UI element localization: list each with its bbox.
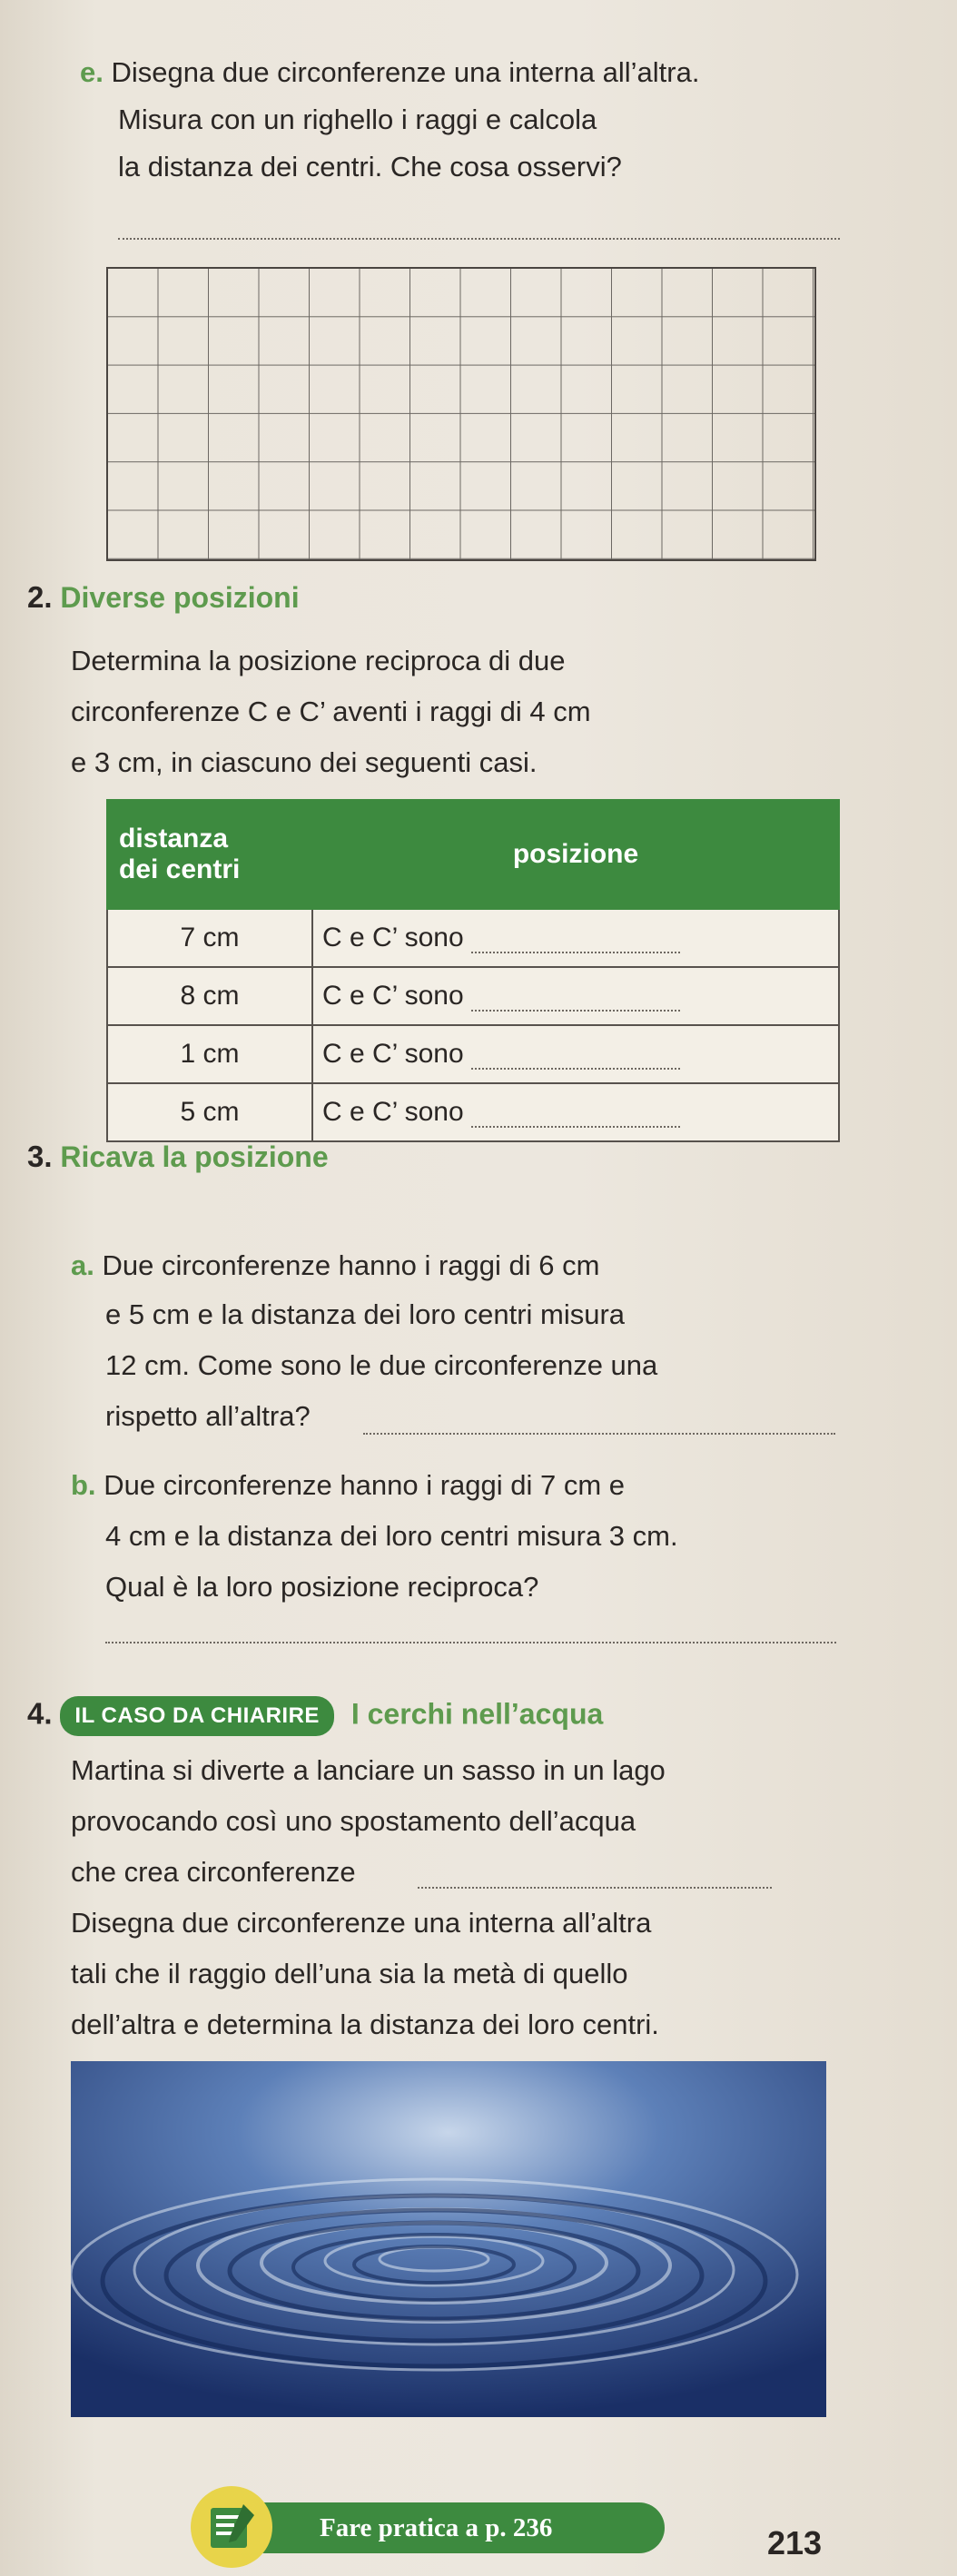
cell-distance: 8 cm bbox=[107, 967, 312, 1025]
cell-distance: 5 cm bbox=[107, 1083, 312, 1141]
table-row bbox=[107, 1083, 839, 1141]
ex2-line-1: Determina la posizione reciproca di due bbox=[71, 645, 566, 676]
cell-distance: 7 cm bbox=[107, 909, 312, 967]
exercise-book-icon bbox=[191, 2486, 272, 2568]
table-row bbox=[107, 909, 839, 967]
ex4-title: I cerchi nell’acqua bbox=[350, 1697, 604, 1731]
table-header-row bbox=[107, 800, 839, 909]
ex4-line-1: Martina si diverte a lanciare un sasso in un lago bbox=[71, 1754, 666, 1786]
ex4-number: 4. bbox=[27, 1696, 53, 1731]
ex3b-label: b. bbox=[71, 1469, 96, 1501]
ex2-line-2: circonferenze C e C’ aventi i raggi di 4 cm bbox=[71, 696, 591, 727]
cell-position: C e C’ sono bbox=[312, 1025, 839, 1083]
ex1e-line-1: e. Disegna due circonferenze una interna all’altra. bbox=[80, 56, 700, 88]
answer-blank[interactable] bbox=[471, 990, 680, 1012]
ex3a-line-2: e 5 cm e la distanza dei loro centri misura bbox=[105, 1298, 626, 1330]
ex2-number: 2. bbox=[27, 580, 53, 614]
ex3-number: 3. bbox=[27, 1140, 53, 1173]
practice-link[interactable]: Fare pratica a p. 236 bbox=[238, 2502, 665, 2553]
ex4-line-2: provocando così uno spostamento dell’acqua bbox=[71, 1805, 636, 1837]
squared-drawing-grid[interactable] bbox=[106, 267, 816, 561]
answer-blank[interactable] bbox=[471, 1106, 680, 1128]
ex3-title: Ricava la posizione bbox=[60, 1140, 329, 1173]
cell-position: C e C’ sono bbox=[312, 967, 839, 1025]
positions-table bbox=[106, 799, 840, 1142]
ex4-heading bbox=[27, 1696, 603, 1736]
cell-position: C e C’ sono bbox=[312, 1083, 839, 1141]
ex3a-line-3: 12 cm. Come sono le due circonferenze una bbox=[105, 1349, 658, 1381]
ex4-line-6: dell’altra e determina la distanza dei loro centri. bbox=[71, 2008, 659, 2040]
cell-distance: 1 cm bbox=[107, 1025, 312, 1083]
ripple-illustration bbox=[71, 2061, 826, 2417]
answer-line[interactable] bbox=[418, 1887, 772, 1889]
case-badge: IL CASO DA CHIARIRE bbox=[60, 1696, 334, 1736]
page-number: 213 bbox=[767, 2524, 823, 2561]
ex3a-label: a. bbox=[71, 1249, 94, 1281]
header-distance: distanza dei centri bbox=[107, 800, 312, 909]
ex2-title: Diverse posizioni bbox=[60, 581, 300, 614]
answer-blank[interactable] bbox=[471, 932, 680, 953]
table-row bbox=[107, 1025, 839, 1083]
ex3-heading bbox=[27, 1140, 329, 1173]
ex4-line-3: che crea circonferenze bbox=[71, 1856, 356, 1888]
ex2-heading bbox=[27, 581, 300, 614]
table-row bbox=[107, 967, 839, 1025]
ex3b-line-3: Qual è la loro posizione reciproca? bbox=[105, 1571, 539, 1603]
ex1e-label: e. bbox=[80, 56, 104, 88]
water-ripples-photo bbox=[71, 2061, 826, 2417]
ex3b-line-1: b. Due circonferenze hanno i raggi di 7 cm e bbox=[71, 1469, 626, 1501]
ex4-line-5: tali che il raggio dell’una sia la metà di quello bbox=[71, 1958, 628, 1989]
ex3a-line-4: rispetto all’altra? bbox=[105, 1400, 311, 1432]
answer-line[interactable] bbox=[118, 238, 840, 240]
answer-line[interactable] bbox=[105, 1642, 836, 1643]
ex2-line-3: e 3 cm, in ciascuno dei seguenti casi. bbox=[71, 746, 538, 778]
header-position: posizione bbox=[312, 800, 839, 909]
answer-line[interactable] bbox=[363, 1433, 835, 1435]
ex4-line-4: Disegna due circonferenze una interna all’altra bbox=[71, 1907, 652, 1939]
cell-position: C e C’ sono bbox=[312, 909, 839, 967]
answer-blank[interactable] bbox=[471, 1048, 680, 1070]
ex1e-line-3: la distanza dei centri. Che cosa osservi? bbox=[118, 151, 622, 183]
ex3b-line-2: 4 cm e la distanza dei loro centri misura 3 cm. bbox=[105, 1520, 678, 1552]
ex1e-line-2: Misura con un righello i raggi e calcola bbox=[118, 104, 597, 135]
ex3a-line-1: a. Due circonferenze hanno i raggi di 6 cm bbox=[71, 1249, 600, 1281]
